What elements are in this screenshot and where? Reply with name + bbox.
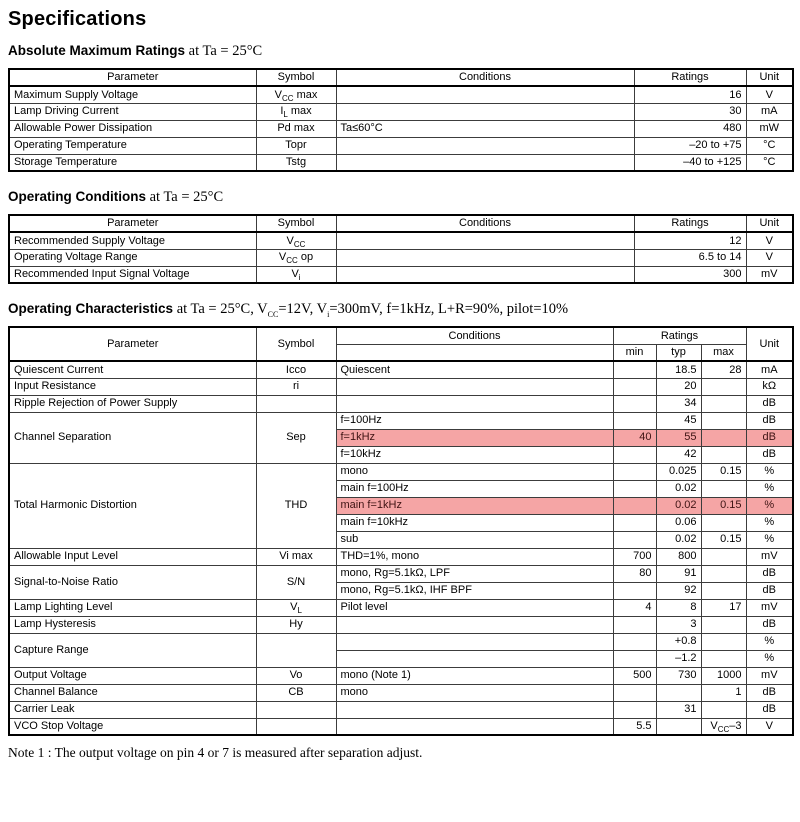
- table-cell: 0.15: [701, 531, 746, 548]
- table-cell: f=100Hz: [336, 412, 613, 429]
- table-cell-highlighted: [613, 497, 656, 514]
- table-cell: [701, 565, 746, 582]
- table-cell: Channel Balance: [9, 684, 256, 701]
- table-cell: [336, 154, 634, 171]
- table-cell: [701, 616, 746, 633]
- table-cell: Channel Separation: [9, 412, 256, 463]
- table-cell: [613, 582, 656, 599]
- table-cell: %: [746, 531, 793, 548]
- table-cell: mono: [336, 463, 613, 480]
- table-cell: mA: [746, 361, 793, 378]
- table-cell: 0.15: [701, 463, 746, 480]
- table-cell: [613, 361, 656, 378]
- section-heading-conditions: at Ta = 25°C: [185, 43, 263, 59]
- section-heading-absolute-maximum-ratings: [8, 43, 792, 60]
- section-heading-operating-characteristics: [8, 301, 792, 318]
- table-cell: V: [746, 249, 793, 266]
- table-cell: [701, 514, 746, 531]
- footnote: Note 1 : The output voltage on pin 4 or 7 is measured after separation adjust.: [8, 745, 423, 760]
- table-cell: 34: [656, 395, 701, 412]
- table-cell: [613, 446, 656, 463]
- table-cell-highlighted: %: [746, 497, 793, 514]
- table-cell: [336, 395, 613, 412]
- table-cell: [701, 701, 746, 718]
- table-cell: [701, 378, 746, 395]
- table-cell: Hy: [256, 616, 336, 633]
- table-cell: [336, 266, 634, 283]
- table-cell: [701, 412, 746, 429]
- table-cell: %: [746, 514, 793, 531]
- table-cell: [336, 701, 613, 718]
- table-cell: 16: [634, 86, 746, 103]
- table-cell: $V_i$: [256, 266, 336, 283]
- table-cell: Storage Temperature: [9, 154, 256, 171]
- table-cell: 1000: [701, 667, 746, 684]
- column-header: Symbol: [256, 69, 336, 86]
- table-cell: [613, 650, 656, 667]
- table-cell-highlighted: 40: [613, 429, 656, 446]
- table-cell: dB: [746, 412, 793, 429]
- section-heading-bold: Operating Conditions: [8, 189, 146, 204]
- table-cell: 12: [634, 232, 746, 249]
- table-cell: [701, 650, 746, 667]
- table-cell: dB: [746, 701, 793, 718]
- table-cell: VCO Stop Voltage: [9, 718, 256, 735]
- table-cell: [701, 582, 746, 599]
- table-cell: [613, 412, 656, 429]
- table-cell: 91: [656, 565, 701, 582]
- table-cell: °C: [746, 154, 793, 171]
- table-cell: [613, 514, 656, 531]
- table-cell: Input Resistance: [9, 378, 256, 395]
- table-cell: [701, 395, 746, 412]
- table-cell: [336, 103, 634, 120]
- table-cell: $I_L$ max: [256, 103, 336, 120]
- table-cell: Allowable Power Dissipation: [9, 120, 256, 137]
- column-header: Unit: [746, 69, 793, 86]
- table-cell: +0.8: [656, 633, 701, 650]
- table-cell: mV: [746, 667, 793, 684]
- table-cell: mono, Rg=5.1kΩ, IHF BPF: [336, 582, 613, 599]
- table-cell: Sep: [256, 412, 336, 463]
- table-cell: dB: [746, 446, 793, 463]
- table-cell: Total Harmonic Distortion: [9, 463, 256, 548]
- table-cell: 1: [701, 684, 746, 701]
- table-cell: mV: [746, 548, 793, 565]
- column-header: Unit: [746, 215, 793, 232]
- table-cell: mA: [746, 103, 793, 120]
- table-cell: [256, 718, 336, 735]
- table-cell: 80: [613, 565, 656, 582]
- table-cell: [256, 701, 336, 718]
- column-header: Ratings: [613, 327, 746, 344]
- table-cell: [613, 616, 656, 633]
- column-header: Symbol: [256, 215, 336, 232]
- table-cell: Signal-to-Noise Ratio: [9, 565, 256, 599]
- table-cell-highlighted: dB: [746, 429, 793, 446]
- table-cell: $V_{CC}-3$: [701, 718, 746, 735]
- table-cell: %: [746, 463, 793, 480]
- table-cell: 0.06: [656, 514, 701, 531]
- table-cell: mV: [746, 266, 793, 283]
- table-cell: Output Voltage: [9, 667, 256, 684]
- table-cell: [336, 616, 613, 633]
- table-cell: Lamp Hysteresis: [9, 616, 256, 633]
- table-cell: [256, 395, 336, 412]
- table-cell: –1.2: [656, 650, 701, 667]
- table-cell: Maximum Supply Voltage: [9, 86, 256, 103]
- table-cell: mono, Rg=5.1kΩ, LPF: [336, 565, 613, 582]
- table-cell: Topr: [256, 137, 336, 154]
- table-cell: Ripple Rejection of Power Supply: [9, 395, 256, 412]
- table-cell: V: [746, 232, 793, 249]
- table-cell: Tstg: [256, 154, 336, 171]
- table-cell-highlighted: [701, 429, 746, 446]
- table-cell: 8: [656, 599, 701, 616]
- table-cell: dB: [746, 565, 793, 582]
- column-header: Conditions: [336, 69, 634, 86]
- column-header: Unit: [746, 327, 793, 361]
- table-cell: mV: [746, 599, 793, 616]
- table-cell: 17: [701, 599, 746, 616]
- table-cell: mW: [746, 120, 793, 137]
- table-cell: [701, 633, 746, 650]
- table-cell: [613, 684, 656, 701]
- table-cell: 800: [656, 548, 701, 565]
- table-cell: Vi max: [256, 548, 336, 565]
- table-cell: [613, 701, 656, 718]
- table-cell: Carrier Leak: [9, 701, 256, 718]
- table-cell: V: [746, 86, 793, 103]
- table-cell: %: [746, 633, 793, 650]
- column-header: Conditions: [336, 215, 634, 232]
- table-cell: Ta≤60°C: [336, 120, 634, 137]
- table-cell: –40 to +125: [634, 154, 746, 171]
- table-cell: 0.025: [656, 463, 701, 480]
- table-cell-highlighted: f=1kHz: [336, 429, 613, 446]
- table-cell: [336, 633, 613, 650]
- table-cell: 45: [656, 412, 701, 429]
- table-cell: [656, 684, 701, 701]
- table-cell: [613, 395, 656, 412]
- section-heading-bold: Absolute Maximum Ratings: [8, 43, 186, 58]
- column-header: Ratings: [634, 215, 746, 232]
- table-cell: main f=10kHz: [336, 514, 613, 531]
- table-cell: dB: [746, 582, 793, 599]
- table-cell: $V_{CC}$: [256, 232, 336, 249]
- table-cell: 3: [656, 616, 701, 633]
- column-header: Parameter: [9, 327, 256, 361]
- absolute-maximum-ratings-table: [8, 68, 794, 172]
- section-heading-conditions: at Ta = 25°C, $V_{CC}=12V$, $V_i=300mV$, f=1kHz, L+R=90%, pilot=10%: [173, 301, 569, 319]
- table-cell: 6.5 to 14: [634, 249, 746, 266]
- table-cell-highlighted: 55: [656, 429, 701, 446]
- table-cell: [336, 86, 634, 103]
- table-cell: %: [746, 650, 793, 667]
- table-cell: 480: [634, 120, 746, 137]
- table-cell: Quiescent: [336, 361, 613, 378]
- table-cell: 30: [634, 103, 746, 120]
- table-cell: Recommended Supply Voltage: [9, 232, 256, 249]
- table-cell: V: [746, 718, 793, 735]
- table-cell: $V_{CC}$ op: [256, 249, 336, 266]
- operating-characteristics-table: [8, 326, 794, 736]
- table-cell: Pilot level: [336, 599, 613, 616]
- section-heading-bold: Operating Characteristics: [8, 301, 174, 316]
- table-cell: °C: [746, 137, 793, 154]
- table-cell: 700: [613, 548, 656, 565]
- table-cell: [701, 480, 746, 497]
- column-header: min: [613, 344, 656, 361]
- table-cell: 31: [656, 701, 701, 718]
- table-cell: Recommended Input Signal Voltage: [9, 266, 256, 283]
- column-header: Parameter: [9, 69, 256, 86]
- table-cell: [701, 548, 746, 565]
- table-cell: 92: [656, 582, 701, 599]
- table-cell: –20 to +75: [634, 137, 746, 154]
- page-title: Specifications: [8, 8, 147, 30]
- table-cell: Allowable Input Level: [9, 548, 256, 565]
- table-cell: [613, 480, 656, 497]
- table-cell: $V_{CC}$ max: [256, 86, 336, 103]
- table-cell: [656, 718, 701, 735]
- table-cell: S/N: [256, 565, 336, 599]
- table-cell-highlighted: 0.15: [701, 497, 746, 514]
- table-cell: 300: [634, 266, 746, 283]
- table-cell: 28: [701, 361, 746, 378]
- column-header: Parameter: [9, 215, 256, 232]
- table-cell: [336, 718, 613, 735]
- table-cell: [336, 650, 613, 667]
- section-heading-operating-conditions: [8, 189, 792, 206]
- table-cell: Pd max: [256, 120, 336, 137]
- table-cell: [256, 633, 336, 667]
- table-cell: [613, 463, 656, 480]
- table-cell: THD: [256, 463, 336, 548]
- table-cell: 0.02: [656, 480, 701, 497]
- table-cell: dB: [746, 616, 793, 633]
- table-cell: [336, 378, 613, 395]
- column-header: Symbol: [256, 327, 336, 361]
- table-cell: Lamp Lighting Level: [9, 599, 256, 616]
- table-cell-highlighted: 0.02: [656, 497, 701, 514]
- table-cell: dB: [746, 395, 793, 412]
- table-cell: [613, 531, 656, 548]
- table-cell: 18.5: [656, 361, 701, 378]
- table-cell: mono (Note 1): [336, 667, 613, 684]
- table-cell: 42: [656, 446, 701, 463]
- column-header: Conditions: [336, 327, 613, 344]
- table-cell: Icco: [256, 361, 336, 378]
- table-cell: [336, 249, 634, 266]
- table-cell: Vo: [256, 667, 336, 684]
- table-cell: 5.5: [613, 718, 656, 735]
- table-cell: 4: [613, 599, 656, 616]
- table-cell: [701, 446, 746, 463]
- table-cell: Capture Range: [9, 633, 256, 667]
- table-cell: kΩ: [746, 378, 793, 395]
- table-cell: [613, 633, 656, 650]
- table-cell: 0.02: [656, 531, 701, 548]
- column-header: max: [701, 344, 746, 361]
- column-header: Ratings: [634, 69, 746, 86]
- table-cell: ri: [256, 378, 336, 395]
- table-cell: Lamp Driving Current: [9, 103, 256, 120]
- section-heading-conditions: at Ta = 25°C: [146, 189, 224, 205]
- table-cell: 500: [613, 667, 656, 684]
- table-cell: 730: [656, 667, 701, 684]
- operating-conditions-table: [8, 214, 794, 284]
- table-cell: THD=1%, mono: [336, 548, 613, 565]
- table-cell-highlighted: main f=1kHz: [336, 497, 613, 514]
- table-cell: main f=100Hz: [336, 480, 613, 497]
- table-cell: [336, 232, 634, 249]
- table-cell: CB: [256, 684, 336, 701]
- column-header: typ: [656, 344, 701, 361]
- table-cell: Operating Temperature: [9, 137, 256, 154]
- table-cell: sub: [336, 531, 613, 548]
- table-cell: f=10kHz: [336, 446, 613, 463]
- table-cell: [336, 137, 634, 154]
- table-cell: Quiescent Current: [9, 361, 256, 378]
- table-cell: dB: [746, 684, 793, 701]
- table-cell: mono: [336, 684, 613, 701]
- table-cell: 20: [656, 378, 701, 395]
- table-cell: %: [746, 480, 793, 497]
- column-header: [336, 344, 613, 361]
- table-cell: Operating Voltage Range: [9, 249, 256, 266]
- table-cell: [613, 378, 656, 395]
- table-cell: $V_L$: [256, 599, 336, 616]
